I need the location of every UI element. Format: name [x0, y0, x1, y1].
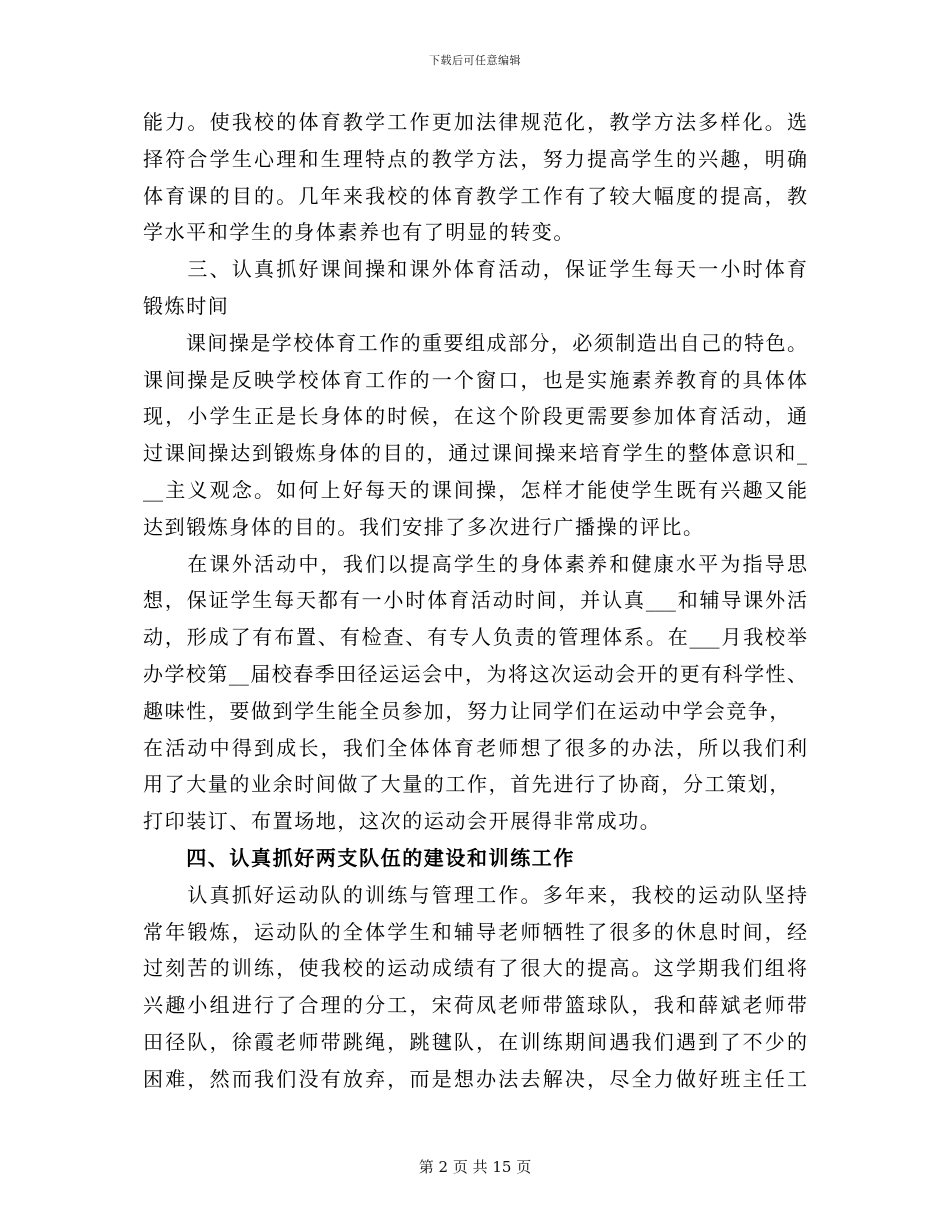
text-line: 常年锻炼，运动队的全体学生和辅导老师牺牲了很多的休息时间，经: [143, 919, 807, 944]
text-line: 在活动中得到成长，我们全体体育老师想了很多的办法，所以我们利: [143, 735, 807, 760]
page-footer: 第 2 页 共 15 页: [418, 1158, 532, 1176]
text-line: 兴趣小组进行了合理的分工，宋荷凤老师带篮球队，我和薛斌老师带: [143, 993, 807, 1018]
text-line: 困难，然而我们没有放弃，而是想办法去解决，尽全力做好班主任工: [143, 1066, 807, 1091]
text-line: __主义观念。如何上好每天的课间操，怎样才能使学生既有兴趣又能: [143, 477, 807, 502]
text-line: 打印装订、布置场地，这次的运动会开展得非常成功。: [143, 809, 662, 834]
text-line: 锻炼时间: [143, 293, 230, 318]
text-line: 课间操是学校体育工作的重要组成部分，必须制造出自己的特色。: [143, 330, 807, 355]
text-line: 学水平和学生的身体素养也有了明显的转变。: [143, 220, 575, 245]
text-line: 现，小学生正是长身体的时候，在这个阶段更需要参加体育活动，通: [143, 404, 807, 429]
text-line: 三、认真抓好课间操和课外体育活动，保证学生每天一小时体育: [143, 257, 807, 282]
text-line: 过刻苦的训练，使我校的运动成绩有了很大的提高。这学期我们组将: [143, 956, 807, 981]
page-header: 下载后可任意编辑: [429, 54, 521, 67]
text-line: 认真抓好运动队的训练与管理工作。多年来，我校的运动队坚持: [143, 882, 807, 907]
text-line: 课间操是反映学校体育工作的一个窗口，也是实施素养教育的具体体: [143, 367, 807, 392]
section-heading: 四、认真抓好两支队伍的建设和训练工作: [143, 845, 575, 870]
text-line: 动，形成了有布置、有检查、有专人负责的管理体系。在___月我校举: [143, 625, 807, 650]
text-line: 想，保证学生每天都有一小时体育活动时间，并认真___和辅导课外活: [143, 588, 807, 613]
text-line: 田径队，徐霞老师带跳绳，跳毽队，在训练期间遇我们遇到了不少的: [143, 1029, 807, 1054]
text-line: 过课间操达到锻炼身体的目的，通过课间操来培育学生的整体意识和_: [143, 441, 807, 466]
text-line: 择符合学生心理和生理特点的教学方法，努力提高学生的兴趣，明确: [143, 146, 807, 171]
text-line: 办学校第__届校春季田径运运会中，为将这次运动会开的更有科学性、: [143, 661, 807, 686]
text-line: 在课外活动中，我们以提高学生的身体素养和健康水平为指导思: [143, 551, 807, 576]
text-line: 达到锻炼身体的目的。我们安排了多次进行广播操的评比。: [143, 514, 705, 539]
text-line: 体育课的目的。几年来我校的体育教学工作有了较大幅度的提高，教: [143, 183, 807, 208]
text-line: 趣味性，要做到学生能全员参加，努力让同学们在运动中学会竞争，: [143, 698, 791, 723]
document-body: [143, 104, 807, 1098]
text-line: 能力。使我校的体育教学工作更加法律规范化，教学方法多样化。选: [143, 110, 807, 134]
text-line: 用了大量的业余时间做了大量的工作，首先进行了协商，分工策划，: [143, 772, 791, 797]
